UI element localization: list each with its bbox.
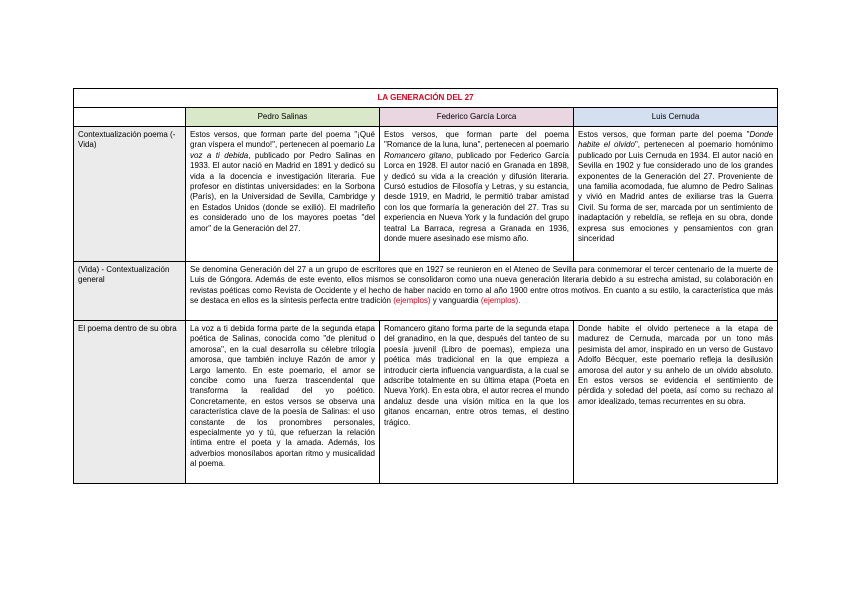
cell-cernuda-work: Donde habite el olvido pertenece a la etapa de madurez de Cernuda, marcada por un tono más pesimista del amor, inspirado en un verso de Gustavo Adolfo Bécquer, este poemario refleja la desilusión amorosa del autor y su anhelo de un olvido absoluto. En estos versos se evidencia el sentimiento de pérdida y soledad del poeta, así como su rechazo al amor idealizado, temas recurrentes en su obra. — [574, 321, 778, 484]
cell-text: y vanguardia — [430, 296, 481, 306]
row-label-context-general: (Vida) - Contextualización general — [74, 262, 186, 321]
cell-salinas-work: La voz a ti debida forma parte de la segunda etapa poética de Salinas, conocida como "de plenitud o amorosa", en la cual desarrolla su célebre trilogía amorosa, que también incluye Razón de amor y Largo lamento. En este poemario, el amor se concibe como una fuerza trascendental que transforma la realidad del yo poético. Concretamente, en estos versos se observa una característica clave de la poesía de Salinas: el uso constante de los pronombres personales, especialmente yo y tú, que refuerzan la relación íntima entre el poeta y la amada. Además, los adverbios monosílabos aportan ritmo y musicalidad al poema. — [186, 321, 380, 484]
header-salinas: Pedro Salinas — [186, 108, 380, 127]
cell-lorca-work: Romancero gitano forma parte de la segunda etapa del granadino, en la que, después del tanteo de su poesía juvenil (Libro de poemas), empieza una poética más tradicional en la que empieza a introducir cierta influencia vanguardista, a la cual se adscribe totalmente en su última etapa (Poeta en Nueva York). En esta obra, el autor recrea el mundo andaluz desde una visión mítica en la que los gitanos encarnan, entre otros temas, el destino trágico. — [380, 321, 574, 484]
examples-placeholder: (ejemplos) — [393, 296, 431, 306]
book-title: La voz a ti debida — [190, 140, 375, 160]
cell-text: Se denomina Generación del 27 a un grupo de escritores que en 1927 se reunieron en el Ateneo de Sevilla para conmemorar el tercer centenario de la muerte de Luis de Góngora. Además de este evento, ellos mismos se consolidaron como una nueva generación literaria debido a su estrecha amistad, su colaboración en revistas poéticas como Revista de Occidente y el hecho de haber nacido en torno al año 1900 entre otros motivos. En cuanto a su estilo, la característica que más se destaca en ellos es la síntesis perfecta entre tradición — [190, 265, 774, 306]
cell-lorca-context — [380, 127, 574, 262]
cell-text: , publicado por Federico García Lorca en 1928. El autor nació en Granada en 1898, y dedicó su vida a la creación y difusión literaria. Cursó estudios de Filosofía y Letras, y su estancia, desde 1919, en Madrid, le permitió trabar amistad con los que formaría la generación del 27. Tras su experiencia en Nueva York y la fundación del grupo teatral La Barraca, regresa a Granada en 1936, donde muere asesinado ese mismo año. — [384, 150, 569, 244]
cell-text: , publicado por Pedro Salinas en 1933. El autor nació en Madrid en 1891 y dedicó su vida a la docencia e investigación literaria. Fue profesor en distintas universidades: en la Sorbona (París), en la Universidad de Sevilla, Cambridge y en Estados Unidos (donde se exilió). El madrileño es considerado uno de los mayores poetas "del amor" de la Generación del 27. — [190, 150, 376, 233]
cell-text: Estos versos, que forman parte del poema "¡Qué gran víspera el mundo!", pertenecen al poemario — [190, 130, 375, 150]
table-row — [74, 321, 778, 484]
cell-cernuda-context — [574, 127, 778, 262]
header-cernuda: Luis Cernuda — [574, 108, 778, 127]
cell-text: ", pertenecen al poemario homónimo publicado por Luis Cernuda en 1934. El autor nació en Sevilla en 1902 y fue considerado uno de los grandes exponentes de la Generación del 27. Proveniente de una familia acomodada, fue alumno de Pedro Salinas y vivió en Madrid antes de exiliarse tras la Guerra Civil. Su forma de ser, marcada por un sentimiento de inadaptación y rebeldía, se refleja en su obra, donde expresa sus emociones y pensamientos con gran sinceridad — [578, 140, 774, 244]
cell-text: Estos versos, que forman parte del poema " — [578, 130, 750, 139]
header-row — [74, 108, 778, 127]
header-empty-cell — [74, 108, 186, 127]
cell-general-context — [186, 262, 778, 321]
generation-table — [73, 88, 778, 484]
examples-placeholder: (ejemplos). — [480, 296, 521, 306]
table-title: LA GENERACIÓN DEL 27 — [74, 89, 778, 108]
table-row — [74, 262, 778, 321]
title-row — [74, 89, 778, 108]
book-title: Donde habite el olvido — [578, 130, 774, 150]
book-title: Romancero gitano — [384, 150, 451, 160]
row-label-context-poem: Contextualización poema (-Vida) — [74, 127, 186, 262]
header-lorca: Federico García Lorca — [380, 108, 574, 127]
cell-text: Estos versos, que forman parte del poema "Romance de la luna, luna", pertenecen al poemario — [384, 130, 569, 150]
table-row — [74, 127, 778, 262]
row-label-poem-in-work: El poema dentro de su obra — [74, 321, 186, 484]
cell-salinas-context — [186, 127, 380, 262]
